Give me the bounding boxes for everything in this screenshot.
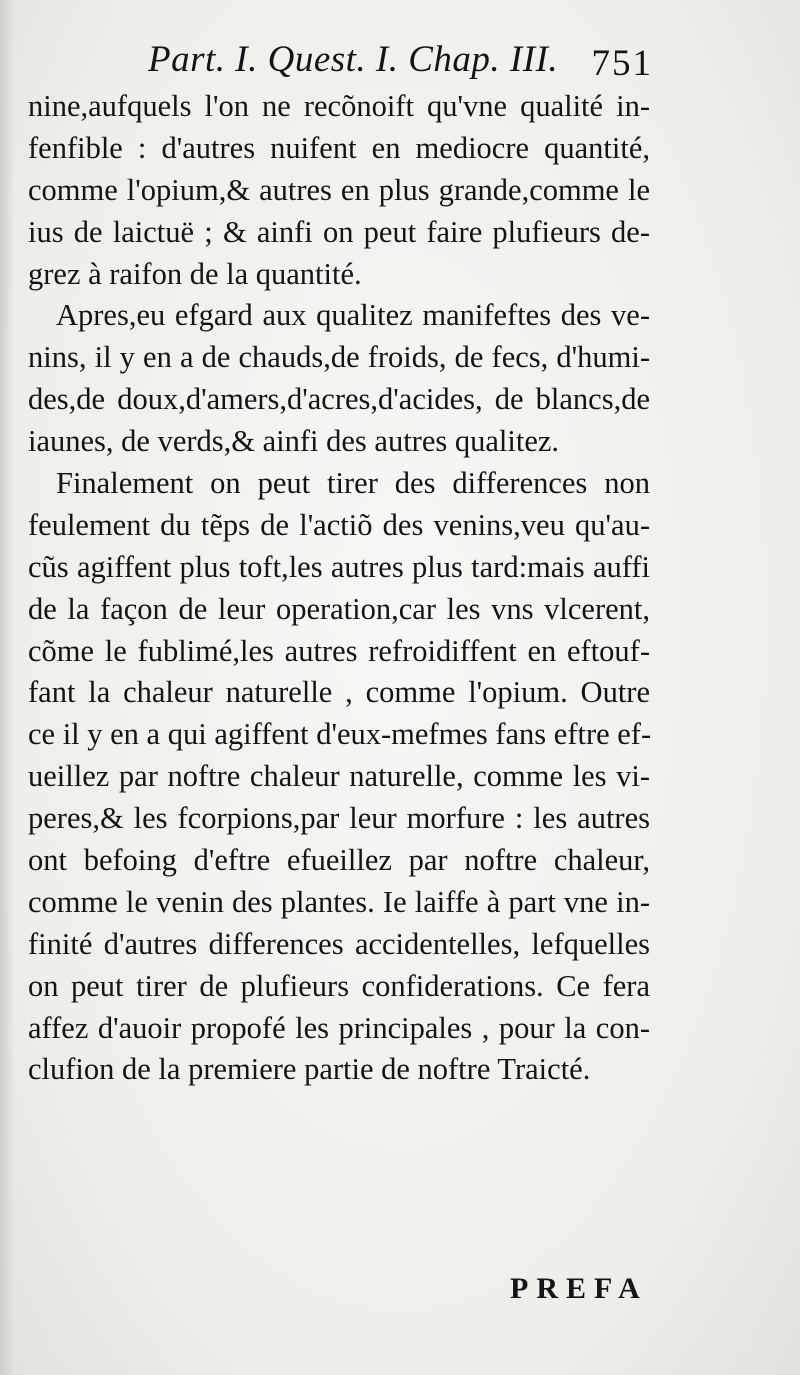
text-line: cõme le fublimé,les autres refroidiffent en eftouf- — [28, 633, 650, 668]
text-line: comme le venin des plantes. Ie laiffe à part vne in- — [28, 884, 650, 919]
text-line: ius de laictuë ; & ainfi on peut faire plufieurs de- — [28, 214, 650, 249]
text-line: cũs agiffent plus toft,les autres plus tard:mais auffi — [28, 549, 650, 584]
text-line: ont befoing d'eftre efueillez par noftre chaleur, — [28, 843, 650, 878]
text-line: finité d'autres differences accidentelles, lefquelles — [28, 926, 650, 961]
text-line: peres,& les fcorpions,par leur morfure : les autres — [28, 801, 650, 836]
text-line: ueillez par noftre chaleur naturelle, comme les vi- — [28, 759, 650, 794]
text-line: comme l'opium,& autres en plus grande,comme le — [28, 172, 650, 207]
catchword: PREFA — [510, 1272, 648, 1305]
text-line: Apres,eu efgard aux qualitez manifeftes des ve- — [56, 298, 650, 333]
text-line: fant la chaleur naturelle , comme l'opium. Outre — [28, 675, 650, 710]
text-line: grez à raifon de la quantité. — [28, 256, 362, 291]
text-line: de la façon de leur operation,car les vns vlcerent, — [28, 591, 650, 626]
text-line: on peut tirer de plufieurs confiderations. Ce fera — [28, 968, 650, 1003]
text-line: iaunes, de verds,& ainfi des autres qualitez. — [28, 424, 560, 459]
page-gutter-shadow — [0, 0, 14, 1375]
text-line: nine,aufquels l'on ne recõnoift qu'vne qualité in- — [28, 89, 650, 123]
text-line: ce il y en a qui agiffent d'eux-mefmes fans eftre ef- — [28, 717, 652, 752]
running-title: Part. I. Quest. I. Chap. III. — [148, 39, 559, 80]
text-line: fenfible : d'autres nuifent en mediocre quantité, — [28, 130, 650, 165]
text-line: nins, il y en a de chauds,de froids, de fecs, d'humi- — [28, 340, 650, 375]
text-line: affez d'auoir propofé les principales , pour la con- — [28, 1010, 650, 1045]
page-number: 751 — [591, 43, 653, 84]
text-line: des,de doux,d'amers,d'acres,d'acides, de blancs,de — [28, 382, 650, 417]
text-line: Finalement on peut tirer des differences non — [56, 466, 650, 501]
text-line: feulement du tẽps de l'actiõ des venins,veu qu'au- — [28, 507, 650, 542]
text-line: clufion de la premiere partie de noftre Traicté. — [28, 1052, 591, 1087]
body-text — [28, 86, 650, 1091]
